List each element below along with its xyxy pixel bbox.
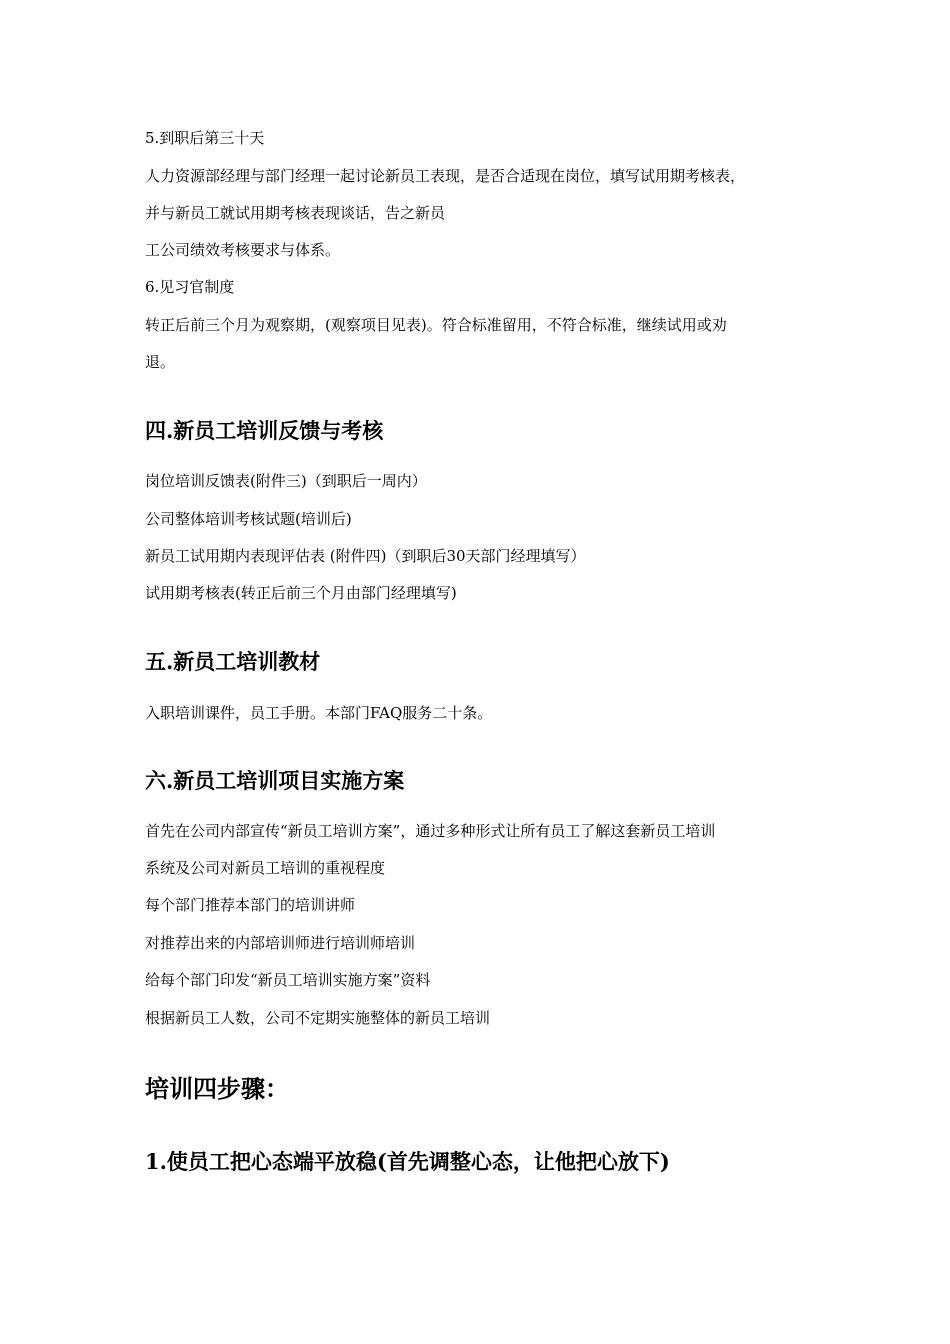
section4-heading: 四.新员工培训反馈与考核 [145,418,384,443]
item5-paragraph-line-3: 工公司绩效考核要求与体系。 [145,241,341,259]
item6-paragraph-line-1: 转正后前三个月为观察期，(观察项目见表)。符合标准留用，不符合标准，继续试用或劝 [145,316,727,334]
item5-paragraph-line-2: 并与新员工就试用期考核表现谈话，告之新员 [145,204,446,222]
section6-line-6: 根据新员工人数，公司不定期实施整体的新员工培训 [145,1009,491,1027]
section5-heading: 五.新员工培训教材 [145,649,321,674]
item5-paragraph-line-1: 人力资源部经理与部门经理一起讨论新员工表现，是否合适现在岗位，填写试用期考核表， [145,167,746,185]
section4-item-4: 试用期考核表(转正后前三个月由部门经理填写) [145,584,457,602]
item5-title: 5.到职后第三十天 [145,129,265,147]
section6-heading: 六.新员工培训项目实施方案 [145,768,405,793]
section4-item-1: 岗位培训反馈表(附件三)（到职后一周内） [145,472,427,490]
section6-line-2: 系统及公司对新员工培训的重视程度 [145,859,386,877]
steps-heading: 培训四步骤： [145,1074,289,1103]
section4-item-2: 公司整体培训考核试题(培训后) [145,510,352,528]
section6-line-5: 给每个部门印发“新员工培训实施方案”资料 [145,971,431,989]
item6-title: 6.见习官制度 [145,278,235,296]
section6-line-1: 首先在公司内部宣传“新员工培训方案”，通过多种形式让所有员工了解这套新员工培训 [145,822,716,840]
item6-paragraph-line-2: 退。 [145,353,176,371]
section4-item-3: 新员工试用期内表现评估表 (附件四)（到职后30天部门经理填写） [145,547,586,565]
step1-heading: 1.使员工把心态端平放稳(首先调整心态，让他把心放下) [145,1149,670,1174]
section6-line-4: 对推荐出来的内部培训师进行培训师培训 [145,934,416,952]
section6-line-3: 每个部门推荐本部门的培训讲师 [145,896,356,914]
section5-line-1: 入职培训课件，员工手册。本部门FAQ服务二十条。 [145,704,493,722]
